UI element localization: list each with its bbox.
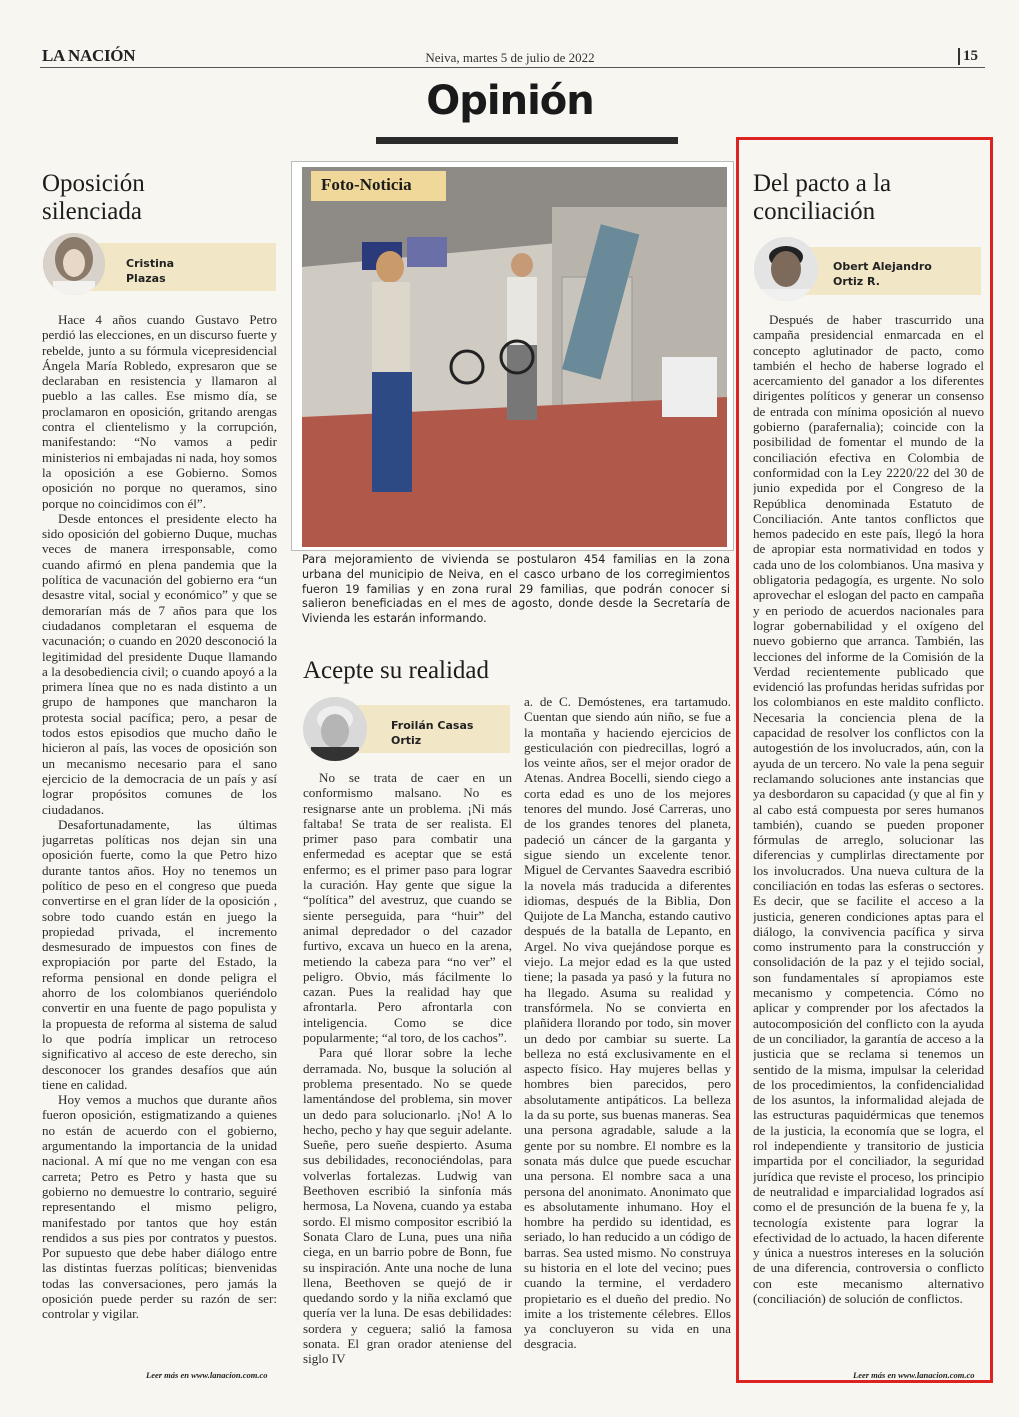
avatar xyxy=(754,237,818,301)
header-rule xyxy=(40,67,985,68)
right-headline-line2: conciliación xyxy=(753,198,876,225)
right-read-more-link[interactable]: Leer más en www.lanacion.com.co xyxy=(853,1370,975,1380)
center-article-col1 xyxy=(303,770,512,1382)
left-headline-line1: Oposición xyxy=(42,170,145,197)
right-headline-line1: Del pacto a la xyxy=(753,170,892,197)
paragraph: Desde entonces el presidente electo ha sido oposición del gobierno Duque, muchas veces de manera irresponsable, como cuando afirmó en plena pandemia que la política de vacunación del gobierno era “un desastre vital, social y económico” y que se demorarían más de 7 años para que los ciudadanos completaran el esquema de vacunación; o cuando en 2020 desconoció la legitimidad del presidente Duque llamando a la desobediencia civil; o cuando apoyó a la primera línea que no es nada distinto a un grupo de hampones que mancharon la protesta social pacífica; pero, a pesar de todos estos episodios que mucho daño le hicieron al país, las voces de oposición son un mecanismo necesario para el sano ejercicio de la democracia de un país y así lograr propósitos comunes de los ciudadanos. xyxy=(42,510,277,817)
author-last: Plazas xyxy=(126,272,166,285)
right-headline xyxy=(753,170,983,226)
right-article-body xyxy=(753,312,984,1367)
author-first: Obert Alejandro xyxy=(833,260,932,273)
news-photo xyxy=(302,167,727,547)
avatar xyxy=(303,697,367,761)
photo-news-tag xyxy=(311,171,446,201)
left-headline xyxy=(42,170,282,226)
page-number: 15 xyxy=(958,48,978,65)
author-first: Froilán Casas xyxy=(391,719,474,732)
dateline: Neiva, martes 5 de julio de 2022 xyxy=(425,50,595,65)
paragraph: Hoy vemos a muchos que durante años fueron oposición, estigmatizando a quienes no están de acuerdo con el gobierno, argumentando la importancia de la unidad nacional. A mí que no me vengan con esa carreta; Petro es Petro y hasta que su gobierno no demuestre lo contrario, seguiré representando el mismo peligro, manifestado por tantos que hoy están rendidos a sus pies por contratos y puestos. Por supuesto que debe haber diálogo entre las distintas fuerzas políticas; bienvenidas todas las conversaciones, pero jamás la oposición puede perder su razón de ser: controlar y vigilar. xyxy=(42,1092,277,1322)
paragraph: a. de C. Demóstenes, era tartamudo. Cuentan que siendo aún niño, se fue a la montaña y haciendo ejercicios de gesticulación con piedrecillas, logró a los veinte años, ser el mejor orador de Atenas. Andrea Bocelli, siendo ciego a corta edad es uno de los mejores tenores del mundo. José Carreras, uno de los grandes tenores del planeta, padeció un cáncer de la garganta y sigue siendo un excelente tenor. Miguel de Cervantes Saavedra escribió la novela más traducida a diferentes idiomas, después de la Biblia, Don Quijote de La Mancha, estando cautivo después de la batalla de Lepanto, en Argel. No viva quejándose porque es viejo. La mejor edad es la que usted tiene; la pasada ya pasó y la futura no ha llegado. Asuma su realidad y transfórmela. No se convierta en plañidera llorando por todo, sin mover un dedo por cambiar su suerte. La belleza no está exclusivamente en el aspecto físico. Hay mujeres bellas y hombres bien parecidos, pero absolutamente antipáticos. La belleza la da su porte, sus buenas maneras. Sea una persona agradable, salude a la gente por su nombre. El nombre es la sonata más dulce que puede escuchar una persona. El nombre saca a una persona del anonimato. Anonimato que es absolutamente inhumano. Hoy el hombre ha perdido su identidad, es seriado, lo han reducido a un código de barras. Sea usted mismo. No construya su historia en el lote del vecino; pues cuando la termine, el verdadero propietario es el dueño del predio. No imite a los tristemente célebres. Ellos ya concluyeron su vida en una desgracia. xyxy=(524,694,731,1352)
photo-caption: Para mejoramiento de vivienda se postularon 454 familias en la zona urbana del municipio de Neiva, en el casco urbano de los corregimientos fueron 19 familias y en zona rural 29 familias, que podrán conocer si salieron beneficiadas en el mes de agosto, donde desde la Secretaría de Vivienda les estarán informando. xyxy=(302,553,730,626)
photo-news-tag-label: Foto-Noticia xyxy=(321,175,412,194)
masthead-logo: LA NACIÓN xyxy=(42,46,136,65)
center-headline: Acepte su realidad xyxy=(303,657,490,684)
left-author-name xyxy=(126,256,174,286)
section-title: Opinión xyxy=(426,78,594,124)
paragraph: No se trata de caer en un conformismo malsano. No es resignarse ante un problema. ¡Ni más faltaba! Se trata de ser realista. El primer paso para combatir una enfermedad es aceptar que se está enfermo; es el primer paso para lograr la curación. Hay gente que sigue la “política” del avestruz, que cuando se siente perseguida, para “huir” del animal depredador o del cazador furtivo, excava un hueco en la arena, metiendo la cabeza para “no ver” el peligro. Obvio, más fácilmente lo cazan. Pues la realidad hay que afrontarla. Pero afrontarla con inteligencia. Como se dice popularmente; “al toro, de los cachos”. xyxy=(303,770,512,1046)
center-author-name xyxy=(391,718,473,748)
paragraph: Para qué llorar sobre la leche derramada. No, busque la solución al problema presentado. No se quede lamentándose del problema, sin mover un dedo para solucionarlo. ¡No! A lo hecho, pecho y hay que seguir adelante. Sueñe, pero sueñe despierto. Asuma sus debilidades, reconociéndolas, para volverlas fortalezas. Ludwig van Beethoven escribió la sinfonía más hermosa, La Novena, cuando ya estaba sordo. El mismo compositor escribió la Sonata Claro de Luna, pues una niña ciega, en un barrio pobre de Bonn, fue su inspiración. Ante una noche de luna llena, Beethoven se quejó de ir quedando sordo y la niña exclamó que quería ver la luna. De esas debilidades: sordera y ceguera; salió la famosa sonata. El gran orador ateniense del siglo IV xyxy=(303,1045,512,1367)
left-read-more-link[interactable]: Leer más en www.lanacion.com.co xyxy=(146,1370,268,1380)
right-author-name xyxy=(833,259,932,289)
left-article-body xyxy=(42,312,277,1370)
paragraph: Desafortunadamente, las últimas jugarretas políticas nos dejan sin una oposición fuerte, como la que Petro hizo durante tantos años. Hoy no tenemos un político de peso en el congreso que pueda convertirse en el gran líder de la oposición , sobre todo cuando están en juego la propiedad privada, el incremento desmesurado de impuestos con fines de expropiación por parte del Estado, la reforma pensional en donde peligra el ahorro de los colombianos queriéndolo convertir en una fuente de pago populista y la propuesta de reforma al sistema de salud lo que podría implicar un retroceso significativo al acceso de este derecho, sin desconocer los grandes desafíos que aún tiene en calidad. xyxy=(42,816,277,1092)
author-last: Ortiz R. xyxy=(833,275,880,288)
avatar xyxy=(43,233,105,295)
author-last: Ortiz xyxy=(391,734,422,747)
left-headline-line2: silenciada xyxy=(42,198,142,225)
author-first: Cristina xyxy=(126,257,175,270)
center-article-col2 xyxy=(524,694,731,1382)
section-underline xyxy=(376,137,678,144)
paragraph: Después de haber trascurrido una campaña presidencial enmarcada en el concepto aglutinador de pacto, como también el hecho de haberse logrado el acercamiento del ganador a los diferentes dirigentes políticos y generar un consenso de entrada con mínima oposición al nuevo gobierno (parafernalia); coincide con la posibilidad de fomentar el mundo de la conciliación efectiva en Colombia de conformidad con la Ley 2220/22 del 30 de junio expedida por el Congreso de la República denominada Estatuto de Conciliación. Ante tantos conflictos que hemos padecido en este país, llegó la hora de apropiar esta normatividad en todos y cada uno de los colombianos. Una masiva y obligatoria pedagogía, es urgente. No solo aprovechar el eslogan del pacto en campaña y en periodo de acuerdos nacionales para lograr gobernabilidad y el oxígeno del nuevo gobierno que arranca. También, las lecciones del informe de la Comisión de la Verdad recientemente publicado que evidenció las profundas heridas sufridas por los colombianos en este maldito conflicto. Necesaria la conciencia plena de la capacidad de resolver los conflictos con la autogestión de los involucrados, aún, con la ayuda de un tercero. No vale la pena seguir reclamando soluciones ante instancias que ya desbordaron su capacidad (y que al fin y al cabo está compuesta por seres humanos también), cuando se pueden proponer fórmulas de arreglo, solucionar las diferencias y cumplirlas directamente por los involucrados. Una nueva cultura de la conciliación en todas las esferas o sectores. Es decir, que se facilite el acceso a la justicia, generen condiciones aptas para el diálogo, la convivencia pacífica y sirva como instrumento para la construcción y consolidación de la paz y el tejido social, son fundamentales sí apropiamos este mecanismo y competencia. Cómo no aplicar y comprender por los afectados la autocomposición del conflicto con la ayuda de un conciliador, la garantía de acceso a la justicia que se reclama si tenemos un sentido de la misma, impulsar la celeridad de los procedimientos, la confidencialidad de los asuntos, la informalidad alejada de las estructuras paquidérmicas que tenemos de la justicia, la economía que se logra, el rol independiente y transitorio de justicia impartida por el conciliador, la seguridad jurídica que reviste el proceso, los principio de neutralidad e imparcialidad logrados así como el de presunción de la buena fe y, la tecnología existente para lograr la efectividad de lo actuado, la hacen diferente y única a nuestros intereses en la solución de una diferencia, controversia o conflicto con este mecanismo alternativo (conciliación) de solución de conflictos. xyxy=(753,312,984,1306)
paragraph: Hace 4 años cuando Gustavo Petro perdió las elecciones, en un discurso fuerte y rebelde, junto a su fórmula vicepresidencial Ángela María Robledo, expresaron que se declaraban en resistencia y llamaron al pueblo a las calles. Ese mismo día, se proclamaron en oposición, gritando arengas contra el clientelismo y la corrupción, manifestando: “No vamos a pedir ministerios ni embajadas ni nada, hoy somos la oposición a ese Gobierno. Somos oposición no porque no queramos, sino porque no coincidimos con él”. xyxy=(42,312,277,511)
